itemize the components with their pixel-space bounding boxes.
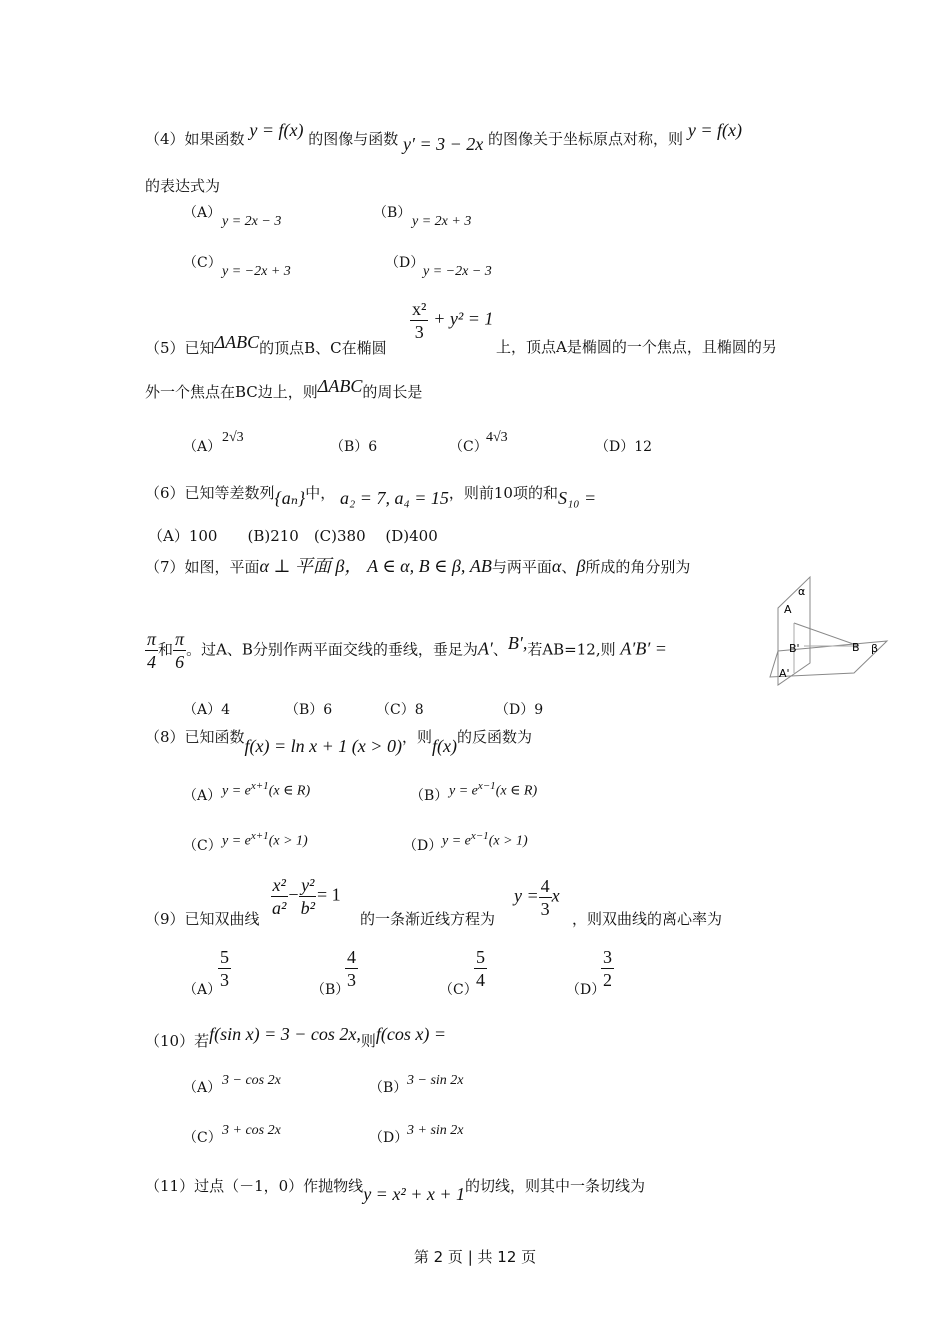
option-label: （A） [183, 1080, 222, 1096]
q9-frac1 [270, 874, 288, 919]
q4-formula: y = f(x) [249, 120, 304, 140]
frac-num: 5 [476, 947, 485, 967]
option-label: （B） [285, 702, 324, 718]
q7-option-a [183, 700, 230, 720]
q9-stem-a: （9）已知双曲线 [145, 910, 260, 928]
option-label: （B） [369, 1080, 408, 1096]
option-label: （C） [183, 838, 222, 854]
option-expr: 12 [634, 439, 653, 455]
q9-asymptote [514, 875, 560, 920]
q7-text: 若AB=12,则 [527, 640, 616, 659]
q6-text: ，则前10项的和 [448, 484, 558, 502]
option-label: （D） [385, 255, 425, 271]
q6-options: （A）100 (B)210 (C)380 (D)400 [148, 527, 438, 545]
q8-option-b-expr [449, 776, 537, 802]
expr-exp: x+1 [250, 830, 269, 842]
q10-option-a [183, 1078, 221, 1098]
q8-stem [145, 726, 532, 756]
q8-option-d [403, 836, 442, 856]
q11-text: 的切线，则其中一条切线为 [465, 1177, 646, 1195]
q9-option-b [311, 980, 349, 1000]
option-label: （A） [183, 788, 222, 804]
expr-base: y = e [442, 833, 471, 849]
label-a-prime: A' [779, 667, 790, 680]
q8-option-c-expr [222, 826, 308, 852]
q10-condition: f(sin x) = 3 − cos 2x, [209, 1024, 361, 1044]
q7-planes-figure [764, 573, 894, 688]
q8-function: f(x) [431, 736, 457, 756]
q5-ellipse [410, 298, 493, 343]
q7-option-c [376, 700, 424, 720]
expr-tail: (x > 1) [488, 833, 528, 849]
option-label: （D） [595, 439, 635, 455]
q4-option-c [183, 253, 222, 273]
q5-text: （5）已知 [145, 339, 215, 357]
q5-ellipse-rest: + y² = 1 [433, 308, 494, 329]
q10-text: 则 [360, 1032, 376, 1050]
q7-beta: β [576, 556, 586, 576]
q8-text: （8）已知函数 [145, 728, 245, 746]
q9-option-d-frac [601, 946, 614, 991]
q4-stem-line2: 的表达式为 [145, 177, 221, 195]
q4-text: 的图像关于坐标原点对称，则 [488, 130, 684, 148]
q6-text: （6）已知等差数列 [145, 484, 275, 502]
option-expr: 8 [414, 702, 424, 718]
asym-pre: y = [514, 885, 539, 906]
frac-num: π [147, 629, 157, 649]
q7-text: 。过A、B分别作两平面交线的垂线，垂足为 [186, 640, 478, 659]
label-b-prime: B' [789, 642, 800, 655]
q6-stem [145, 482, 597, 508]
expr-base: y = e [222, 833, 251, 849]
label-b: B [852, 641, 860, 654]
expr-base: y = e [449, 783, 478, 799]
q7-option-d [495, 700, 543, 720]
expr-tail: (x ∈ R) [268, 783, 311, 799]
frac-den: 4 [147, 652, 157, 672]
q7-ab-prime: A′B′ = [620, 638, 667, 659]
q10-option-d-expr: 3 + sin 2x [407, 1123, 464, 1138]
option-label: （A） [183, 439, 222, 455]
q5-triangle: ΔABC [214, 332, 260, 352]
q7-text: 、 [492, 640, 508, 659]
q5-option-c-expr: 4√3 [486, 430, 508, 445]
q11-text: （11）过点（－1，0）作抛物线 [145, 1177, 364, 1195]
q10-option-a-expr: 3 − cos 2x [222, 1073, 281, 1088]
q7-text: （7）如图，平面 [145, 558, 260, 576]
q6-condition: a₂ = 7, a₄ = 15 [340, 488, 449, 508]
option-label: （C） [183, 1130, 222, 1146]
q4-option-a [183, 203, 221, 223]
q4-text: （4）如果函数 [145, 130, 245, 148]
option-label: （B） [330, 439, 369, 455]
q7-line2 [145, 628, 667, 673]
expr-base: y = e [222, 783, 251, 799]
expr-tail: (x > 1) [268, 833, 308, 849]
q10-option-b-expr: 3 − sin 2x [407, 1073, 464, 1088]
q11-parabola: y = x² + x + 1 [363, 1184, 465, 1204]
q7-text: 所成的角分别为 [585, 558, 691, 576]
q11-stem [145, 1175, 646, 1204]
option-label: （D） [403, 838, 443, 854]
q9-rest: = 1 [316, 884, 341, 905]
q7-option-b [285, 700, 332, 720]
option-label: （A） [183, 702, 222, 718]
q9-option-d [566, 980, 605, 1000]
option-label: （B） [311, 982, 350, 998]
q7-a-prime: A′ [477, 638, 493, 659]
q4-option-c-expr: y = −2x + 3 [222, 264, 291, 279]
q10-stem [145, 1024, 446, 1051]
q9-option-c [439, 980, 478, 1000]
q7-frac1 [145, 628, 158, 673]
q8-option-a-expr [222, 776, 310, 802]
q7-text: 、 [561, 558, 577, 576]
q5-option-d [595, 437, 652, 457]
q7-perp: α ⊥ 平面 β， [259, 556, 363, 576]
q5-triangle: ΔABC [317, 376, 363, 396]
q10-option-b [369, 1078, 407, 1098]
q7-alpha: α [551, 556, 562, 576]
label-beta: β [871, 642, 879, 655]
frac-num: π [175, 629, 185, 649]
q8-text: 的反函数为 [456, 728, 532, 746]
q8-option-c [183, 836, 222, 856]
expr-exp: x−1 [477, 780, 496, 792]
option-label: （A） [183, 982, 222, 998]
q5-option-b [330, 437, 377, 457]
option-label: （C） [439, 982, 478, 998]
q9-option-c-frac [474, 946, 487, 991]
segment-ab [794, 623, 859, 646]
q9-option-b-frac [345, 946, 358, 991]
q8-option-a [183, 786, 221, 806]
q8-text: ，则 [401, 728, 432, 746]
q5-option-a-expr: 2√3 [222, 430, 244, 445]
frac-num: 4 [540, 876, 550, 896]
q7-text: 和 [158, 640, 174, 659]
expr-tail: (x ∈ R) [495, 783, 538, 799]
q6-sum: S₁₀ = [557, 488, 597, 508]
frac-den: 3 [540, 899, 550, 919]
q4-option-d-expr: y = −2x − 3 [423, 264, 492, 279]
frac-den: 2 [603, 970, 612, 990]
option-label: （C） [183, 255, 222, 271]
q10-text: （10）若 [145, 1032, 210, 1050]
q4-text: 的图像与函数 [308, 130, 399, 148]
q4-option-d [385, 253, 424, 273]
frac-num: y² [301, 875, 315, 895]
option-expr: 6 [368, 439, 378, 455]
label-alpha: α [798, 585, 806, 598]
q7-text: 与两平面 [491, 558, 552, 576]
q8-option-d-expr [442, 826, 528, 852]
q9-stem-c: ，则双曲线的离心率为 [572, 910, 723, 928]
page-footer: 第 2 页 | 共 12 页 [413, 1248, 537, 1266]
q5-text: 外一个焦点在BC边上，则 [145, 383, 318, 401]
q9-option-a [183, 980, 221, 1000]
option-label: （D） [495, 702, 535, 718]
option-label: （D） [566, 982, 606, 998]
q5-text: 的周长是 [362, 383, 423, 401]
frac-den: 3 [347, 970, 356, 990]
q5-stem-b: 上，顶点A是椭圆的一个焦点，且椭圆的另 [496, 338, 777, 356]
option-expr: 6 [323, 702, 333, 718]
q10-ask: f(cos x) = [375, 1024, 446, 1044]
q7-condition: A ∈ α, B ∈ β, AB [367, 556, 492, 576]
q5-option-a [183, 437, 221, 457]
q9-frac2 [299, 874, 317, 919]
q4-option-b-expr: y = 2x + 3 [412, 214, 472, 229]
q5-stem-line2 [145, 376, 423, 402]
option-label: （D） [369, 1130, 409, 1146]
option-label: （C） [376, 702, 415, 718]
frac-den: 4 [476, 970, 485, 990]
frac-den: b² [300, 898, 315, 918]
frac-den: 3 [220, 970, 229, 990]
label-a: A [784, 603, 792, 616]
q4-formula: y′ = 3 − 2x [403, 134, 484, 154]
q7-b-prime: B′, [507, 632, 528, 653]
q5-option-c [449, 437, 488, 457]
q8-option-b [410, 786, 448, 806]
q9-option-a-frac [218, 946, 231, 991]
frac-num: 4 [347, 947, 356, 967]
option-label: （A） [183, 205, 222, 221]
asym-post: x [551, 885, 560, 906]
q4-stem [145, 120, 742, 154]
q4-formula: y = f(x) [687, 120, 742, 140]
q9-hyperbola: $\frac{\text{x²}}{\text{a²}}$ − $\frac{\text{y²}}{\text{b²}}$ = 1 [272, 875, 341, 918]
q4-option-b [373, 203, 411, 223]
q7-stem [145, 556, 690, 577]
q4-option-a-expr: y = 2x − 3 [222, 214, 282, 229]
q10-option-d [369, 1128, 408, 1148]
q5-ellipse-frac [410, 298, 428, 343]
frac-num: 5 [220, 947, 229, 967]
q6-sequence: {aₙ} [274, 488, 306, 508]
frac-num: x² [412, 299, 427, 319]
q8-function: f(x) = ln x + 1 (x > 0) [244, 736, 402, 756]
option-label: （B） [373, 205, 412, 221]
q10-option-c [183, 1128, 222, 1148]
frac-num: 3 [603, 947, 612, 967]
frac-den: 6 [175, 652, 185, 672]
q5-text: 的顶点B、C在椭圆 [259, 339, 387, 357]
option-expr: 9 [534, 702, 544, 718]
expr-exp: x−1 [470, 830, 489, 842]
q9-stem-b: 的一条渐近线方程为 [360, 910, 496, 928]
q6-text: 中， [305, 484, 336, 502]
q10-option-c-expr: 3 + cos 2x [222, 1123, 281, 1138]
frac-den: a² [272, 898, 287, 918]
frac-num: x² [272, 875, 286, 895]
q9-asym-frac [539, 875, 552, 920]
expr-exp: x+1 [250, 780, 269, 792]
option-label: （B） [410, 788, 449, 804]
frac-den: 3 [414, 322, 424, 342]
option-expr: 4 [221, 702, 231, 718]
q7-frac2 [173, 628, 186, 673]
option-label: （C） [449, 439, 488, 455]
q5-stem-a [145, 332, 387, 358]
